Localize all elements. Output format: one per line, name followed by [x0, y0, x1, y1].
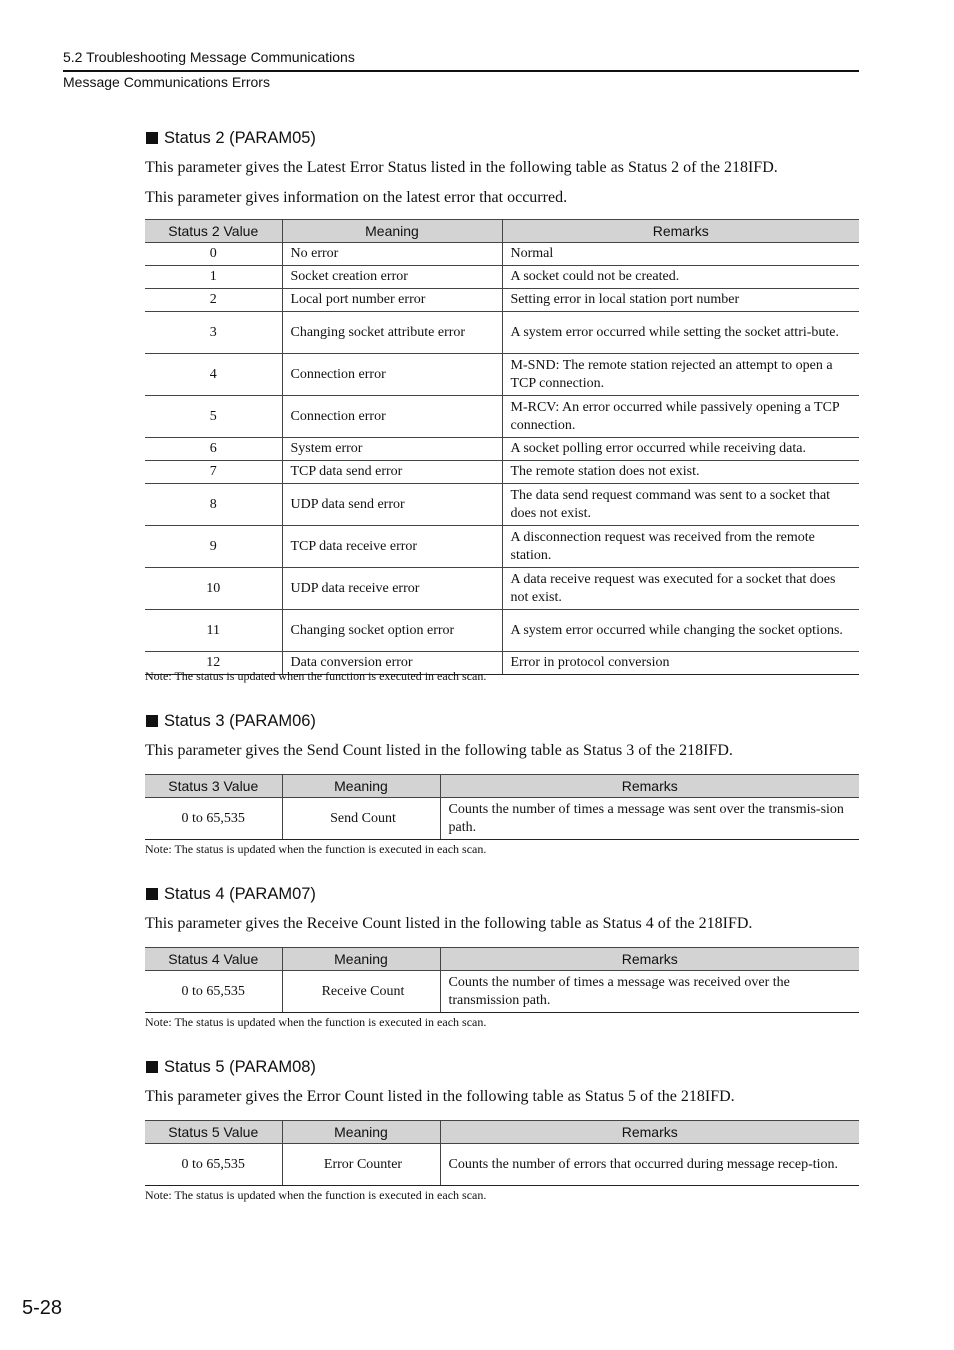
status3-heading: [145, 709, 859, 733]
column-header: Remarks: [440, 1121, 859, 1144]
status4-table: [145, 947, 859, 1013]
running-header-subsection: Message Communications Errors: [63, 74, 270, 90]
column-header: Status 3 Value: [145, 775, 282, 798]
cell-remarks: M-RCV: An error occurred while passively opening a TCP connection.: [502, 396, 859, 438]
cell-remarks: A system error occurred while setting the socket attri-bute.: [502, 312, 859, 354]
cell-value: 0 to 65,535: [145, 1144, 282, 1186]
cell-meaning: System error: [282, 438, 502, 461]
column-header: Status 5 Value: [145, 1121, 282, 1144]
cell-value: 6: [145, 438, 282, 461]
table-row: [145, 971, 859, 1013]
table-row: [145, 396, 859, 438]
column-header: Remarks: [502, 220, 859, 243]
status3-title: Status 3 (PARAM06): [164, 712, 316, 730]
cell-remarks: Counts the number of times a message was received over the transmission path.: [440, 971, 859, 1013]
status5-table: [145, 1120, 859, 1186]
square-bullet-icon: [146, 888, 158, 900]
cell-meaning: Send Count: [282, 798, 440, 840]
square-bullet-icon: [146, 715, 158, 727]
cell-meaning: Error Counter: [282, 1144, 440, 1186]
column-header: Meaning: [282, 1121, 440, 1144]
cell-value: 5: [145, 396, 282, 438]
column-header: Remarks: [440, 948, 859, 971]
cell-remarks: The remote station does not exist.: [502, 461, 859, 484]
status3-section: [145, 709, 859, 840]
table-row: [145, 798, 859, 840]
cell-remarks: The data send request command was sent to a socket that does not exist.: [502, 484, 859, 526]
cell-meaning: Connection error: [282, 354, 502, 396]
cell-meaning: Receive Count: [282, 971, 440, 1013]
table-row: [145, 289, 859, 312]
table-row: [145, 484, 859, 526]
cell-value: 12: [145, 652, 282, 675]
cell-meaning: TCP data receive error: [282, 526, 502, 568]
cell-value: 0: [145, 243, 282, 266]
square-bullet-icon: [146, 1061, 158, 1073]
cell-meaning: Local port number error: [282, 289, 502, 312]
status5-note: Note: The status is updated when the function is executed in each scan.: [145, 1188, 487, 1202]
cell-value: 10: [145, 568, 282, 610]
status4-title: Status 4 (PARAM07): [164, 885, 316, 903]
status2-description: This parameter gives the Latest Error Status listed in the following table as Status 2 of the 218IFD.: [145, 159, 778, 176]
table-row: [145, 312, 859, 354]
cell-meaning: UDP data receive error: [282, 568, 502, 610]
column-header: Meaning: [282, 220, 502, 243]
cell-value: 4: [145, 354, 282, 396]
cell-meaning: UDP data send error: [282, 484, 502, 526]
cell-meaning: TCP data send error: [282, 461, 502, 484]
column-header: Remarks: [440, 775, 859, 798]
cell-remarks: A data receive request was executed for a socket that does not exist.: [502, 568, 859, 610]
table-row: [145, 526, 859, 568]
cell-remarks: A socket polling error occurred while receiving data.: [502, 438, 859, 461]
square-bullet-icon: [146, 132, 158, 144]
status5-heading: [145, 1055, 859, 1079]
table-row: [145, 266, 859, 289]
cell-value: 8: [145, 484, 282, 526]
cell-remarks: Counts the number of errors that occurred during message recep-tion.: [440, 1144, 859, 1186]
status5-description: This parameter gives the Error Count listed in the following table as Status 5 of the 218IFD.: [145, 1088, 735, 1105]
cell-remarks: Error in protocol conversion: [502, 652, 859, 675]
table-row: [145, 438, 859, 461]
header-rule: [63, 70, 859, 72]
cell-value: 2: [145, 289, 282, 312]
cell-meaning: Data conversion error: [282, 652, 502, 675]
cell-remarks: Normal: [502, 243, 859, 266]
cell-remarks: A socket could not be created.: [502, 266, 859, 289]
status5-title: Status 5 (PARAM08): [164, 1058, 316, 1076]
cell-value: 9: [145, 526, 282, 568]
status2-description-2: This parameter gives information on the latest error that occurred.: [145, 189, 568, 206]
status3-description: This parameter gives the Send Count listed in the following table as Status 3 of the 218IFD.: [145, 742, 733, 759]
cell-remarks: A system error occurred while changing the socket options.: [502, 610, 859, 652]
column-header: Meaning: [282, 775, 440, 798]
status2-table: [145, 219, 859, 675]
status4-note: Note: The status is updated when the function is executed in each scan.: [145, 1015, 487, 1029]
cell-meaning: Changing socket option error: [282, 610, 502, 652]
table-row: [145, 1144, 859, 1186]
column-header: Status 4 Value: [145, 948, 282, 971]
status2-section: [145, 126, 859, 675]
cell-remarks: A disconnection request was received from the remote station.: [502, 526, 859, 568]
table-row: [145, 610, 859, 652]
cell-value: 3: [145, 312, 282, 354]
status3-note: Note: The status is updated when the function is executed in each scan.: [145, 842, 487, 856]
status4-description: This parameter gives the Receive Count listed in the following table as Status 4 of the 218IFD.: [145, 915, 753, 932]
column-header: Meaning: [282, 948, 440, 971]
cell-remarks: M-SND: The remote station rejected an attempt to open a TCP connection.: [502, 354, 859, 396]
cell-value: 0 to 65,535: [145, 798, 282, 840]
cell-meaning: Changing socket attribute error: [282, 312, 502, 354]
table-row: [145, 568, 859, 610]
cell-meaning: Socket creation error: [282, 266, 502, 289]
cell-value: 11: [145, 610, 282, 652]
cell-value: 1: [145, 266, 282, 289]
status2-note: Note: The status is updated when the function is executed in each scan.: [145, 669, 487, 683]
cell-meaning: No error: [282, 243, 502, 266]
table-row: [145, 461, 859, 484]
running-header-section: 5.2 Troubleshooting Message Communications: [63, 49, 355, 65]
status4-section: [145, 882, 859, 1013]
status3-table: [145, 774, 859, 840]
cell-remarks: Counts the number of times a message was sent over the transmis-sion path.: [440, 798, 859, 840]
cell-value: 7: [145, 461, 282, 484]
cell-meaning: Connection error: [282, 396, 502, 438]
cell-remarks: Setting error in local station port number: [502, 289, 859, 312]
status5-section: [145, 1055, 859, 1186]
table-row: [145, 354, 859, 396]
status4-heading: [145, 882, 859, 906]
cell-value: 0 to 65,535: [145, 971, 282, 1013]
column-header: Status 2 Value: [145, 220, 282, 243]
table-row: [145, 243, 859, 266]
page-number: 5-28: [22, 1297, 63, 1319]
status2-title: Status 2 (PARAM05): [164, 129, 316, 147]
status2-heading: [145, 126, 859, 150]
